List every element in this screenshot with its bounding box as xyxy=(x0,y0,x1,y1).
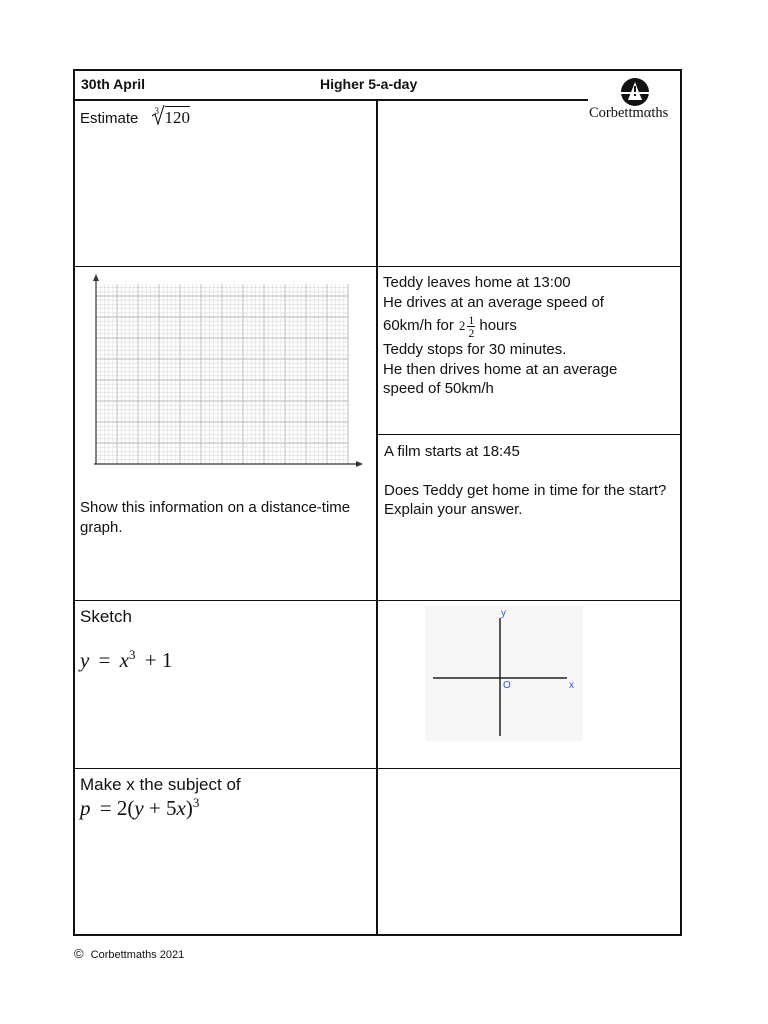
graph-paper xyxy=(88,274,363,474)
q1-root-index: 3 xyxy=(154,106,160,116)
q1-estimate xyxy=(80,108,190,130)
q1-prefix: Estimate xyxy=(80,110,139,127)
footer xyxy=(74,946,184,961)
axes-svg xyxy=(425,606,583,741)
frame-top xyxy=(73,69,682,71)
q2-line-1: Teddy leaves home at 13:00 xyxy=(383,274,571,291)
q4-eq: = 2( xyxy=(99,796,135,820)
logo xyxy=(588,78,680,124)
q4-y: y xyxy=(134,796,144,820)
footer-text: Corbettmaths 2021 xyxy=(90,949,185,961)
row-divider-1 xyxy=(73,266,682,267)
q2b-line-1: A film starts at 18:45 xyxy=(384,443,520,460)
axes-x-label: x xyxy=(569,680,574,691)
corbettmaths-logo-icon xyxy=(588,78,680,108)
q2-fraction xyxy=(467,314,475,339)
logo-text xyxy=(589,105,668,122)
q2-mixed-whole: 2 xyxy=(458,318,466,334)
logo-text-prefix: Corbettm xyxy=(589,105,644,121)
logo-text-suffix: ths xyxy=(651,105,669,121)
q2-hours-text: hours xyxy=(479,317,517,335)
axes-sketch xyxy=(425,606,583,741)
q1-cube-root xyxy=(151,108,191,130)
q4-power: 3 xyxy=(192,795,200,810)
row-divider-right-mid xyxy=(377,434,682,435)
q3-power: 3 xyxy=(129,647,136,662)
graph-x-arrow-icon xyxy=(356,461,363,467)
axes-origin-label: O xyxy=(503,680,511,691)
q2-text xyxy=(383,273,673,399)
q2-speed-text: 60km/h for xyxy=(383,317,454,335)
graph-y-arrow-icon xyxy=(93,274,99,281)
q4-close: ) xyxy=(185,796,193,820)
q2-line-6: speed of 50km/h xyxy=(383,380,494,397)
q2-line-5: He then drives home at an average xyxy=(383,360,618,378)
axes-y-label: y xyxy=(501,608,506,619)
q4-p: p xyxy=(80,796,91,820)
header-divider xyxy=(73,99,588,101)
copyright-icon: © xyxy=(74,946,84,961)
q3-y: y xyxy=(80,648,90,672)
q2b-line-2: Does Teddy get home in time for the start? xyxy=(384,481,667,499)
q1-radicand: 120 xyxy=(164,108,191,127)
header-date: 30th April xyxy=(81,76,146,92)
q4-x: x xyxy=(176,796,186,820)
q2-graph-prompt: Show this information on a distance-time graph. xyxy=(80,499,351,536)
q2-line-3 xyxy=(383,314,673,338)
q4-plus: + 5 xyxy=(143,796,177,820)
header-title: Higher 5-a-day xyxy=(320,76,418,92)
row-divider-3 xyxy=(73,768,682,769)
row-divider-2 xyxy=(73,600,682,601)
frame-right xyxy=(680,69,682,936)
q2-fraction-den: 2 xyxy=(468,325,475,340)
q2-line-4: Teddy stops for 30 minutes. xyxy=(383,341,567,358)
q2b-line-3: Explain your answer. xyxy=(384,501,523,518)
logo-text-alpha: α xyxy=(643,105,652,121)
q2-fraction-num: 1 xyxy=(468,312,475,327)
frame-left xyxy=(73,69,75,936)
q3-x: x xyxy=(119,648,129,672)
q2b-text xyxy=(384,442,669,520)
column-divider xyxy=(376,99,378,935)
q3-rest: + 1 xyxy=(144,648,173,672)
q3-eq: = xyxy=(98,648,111,672)
q4-label: Make x the subject of xyxy=(80,775,241,794)
q3-label: Sketch xyxy=(80,607,132,626)
q2-line-2: He drives at an average speed of xyxy=(383,293,604,311)
q4-equation xyxy=(80,795,199,821)
q3-equation xyxy=(80,647,172,673)
radical-sign-icon xyxy=(151,104,165,126)
